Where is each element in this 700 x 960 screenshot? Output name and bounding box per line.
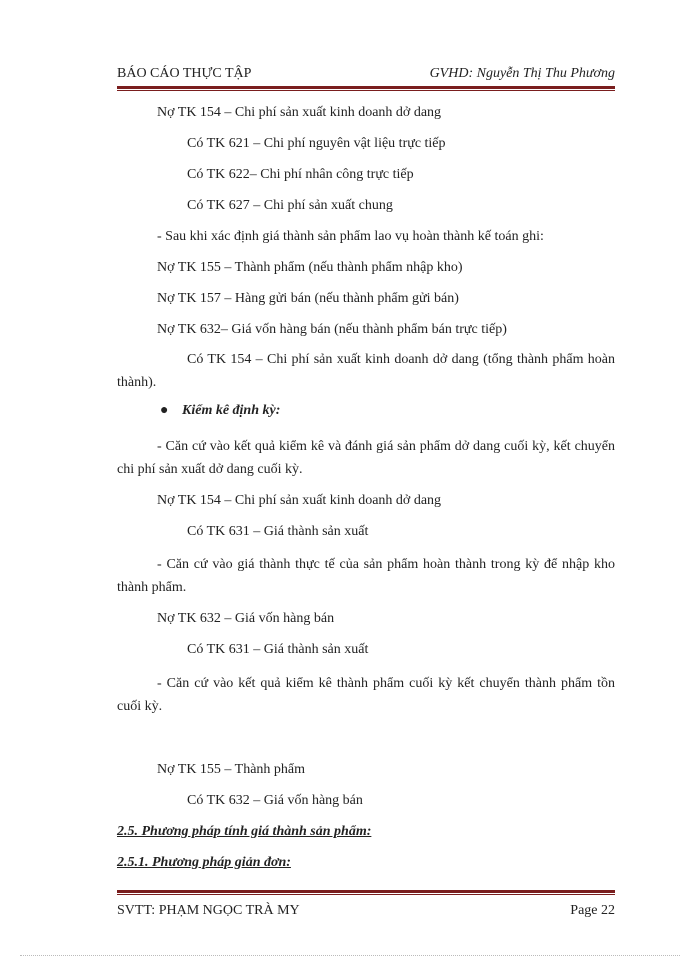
heading-2-5: 2.5. Phương pháp tính giá thành sản phẩm:	[117, 824, 372, 839]
entry-debit-157: Nợ TK 157 – Hàng gửi bán (nếu thành phẩm gửi bán)	[157, 291, 459, 306]
entry-debit-154-b: Nợ TK 154 – Chi phí sản xuất kinh doanh dở dang	[157, 493, 442, 508]
entry-credit-622: Có TK 622– Chi phí nhân công trực tiếp	[187, 167, 414, 182]
entry-debit-632-b: Nợ TK 632 – Giá vốn hàng bán	[157, 611, 335, 626]
note-after-cost: - Sau khi xác định giá thành sản phẩm lao vụ hoàn thành kế toán ghi:	[157, 229, 544, 244]
entry-credit-631: Có TK 631 – Giá thành sản xuất	[187, 524, 369, 539]
page-footer	[117, 903, 615, 923]
entry-debit-154: Nợ TK 154 – Chi phí sản xuất kinh doanh dở dang	[157, 105, 442, 120]
footer-rule-thick	[117, 890, 615, 893]
footer-rule-thin	[117, 894, 615, 895]
para-inventory-result: - Căn cứ vào kết quả kiểm kê và đánh giá sản phẩm dở dang cuối kỳ, kết chuyển chi phí sản xuất dở dang cuối kỳ.	[117, 439, 615, 477]
page-boundary	[20, 955, 680, 956]
entry-debit-155-b: Nợ TK 155 – Thành phẩm	[157, 762, 306, 777]
page-header	[117, 66, 615, 86]
entry-credit-632: Có TK 632 – Giá vốn hàng bán	[187, 793, 363, 808]
entry-credit-154-para: Có TK 154 – Chi phí sản xuất kinh doanh dở dang (tổng thành phẩm hoàn thành).	[117, 352, 615, 390]
entry-credit-631-b: Có TK 631 – Giá thành sản xuất	[187, 642, 369, 657]
header-report-title: BÁO CÁO THỰC TẬP	[117, 66, 252, 81]
para-actual-cost: - Căn cứ vào giá thành thực tế của sản phẩm hoàn thành trong kỳ để nhập kho thành phẩm.	[117, 557, 615, 595]
entry-debit-632: Nợ TK 632– Giá vốn hàng bán (nếu thành phẩm bán trực tiếp)	[157, 322, 507, 337]
entry-debit-155: Nợ TK 155 – Thành phẩm (nếu thành phẩm nhập kho)	[157, 260, 463, 275]
para-finished-goods: - Căn cứ vào kết quả kiểm kê thành phẩm cuối kỳ kết chuyển thành phẩm tồn cuối kỳ.	[117, 676, 615, 714]
header-rule-thin	[117, 90, 615, 91]
footer-student: SVTT: PHẠM NGỌC TRÀ MY	[117, 903, 300, 918]
entry-credit-627: Có TK 627 – Chi phí sản xuất chung	[187, 198, 393, 213]
section-periodic-inventory: Kiểm kê định kỳ:	[182, 403, 281, 418]
header-rule-thick	[117, 86, 615, 89]
bullet-icon: ●	[160, 403, 169, 418]
header-advisor: GVHD: Nguyễn Thị Thu Phương	[429, 66, 615, 81]
entry-credit-621: Có TK 621 – Chi phí nguyên vật liệu trực tiếp	[187, 136, 446, 151]
heading-2-5-1: 2.5.1. Phương pháp giản đơn:	[117, 855, 291, 870]
page-number: Page 22	[570, 903, 615, 918]
